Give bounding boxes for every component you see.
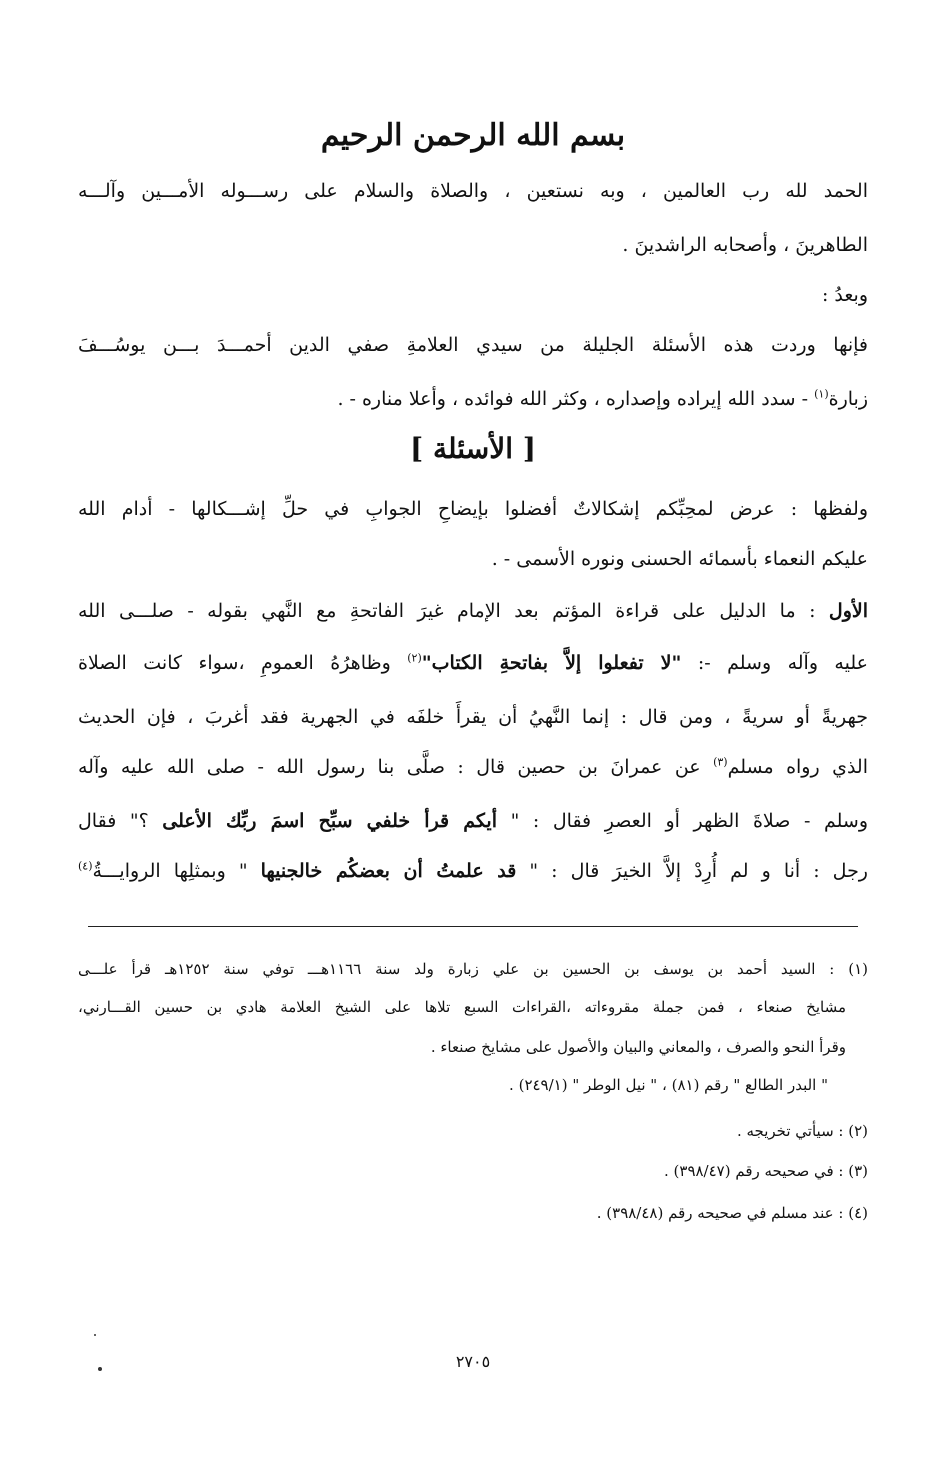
first-question-line-2 [78, 648, 868, 678]
footnote-1-line-2: مشايخ صنعاء ، فمن جملة مقروءاته ،القراءات السبع تلاها على الشيخ العلامة هادي بن حسين القـــارني، [78, 998, 846, 1016]
first-question-line-4-start: الذي رواه مسلم [727, 756, 868, 778]
intro-line-5 [78, 384, 868, 414]
first-question-line-5-end: ؟" فقال [78, 810, 163, 832]
hadith-quote-1: "لا تفعلوا إلاَّ بفاتحةِ الكتاب" [421, 652, 682, 674]
basmala-title: بسم الله الرحمن الرحيم [320, 118, 626, 153]
footnote-2: (٢) : سيأتي تخريجه . [736, 1122, 868, 1140]
footnote-ref-2: (٢) [407, 651, 422, 665]
intro-line-1: الحمد لله رب العالمين ، وبه نستعين ، والصلاة والسلام على رســـوله الأمـــين وآلـــه [78, 180, 868, 202]
footnote-ref-3: (٣) [713, 755, 728, 769]
document-page [78, 0, 868, 1477]
first-question-line-2-start: عليه وآله وسلم -: [681, 652, 868, 674]
first-question-line-4 [78, 752, 868, 782]
intro-line-2: الطاهرينَ ، وأصحابه الراشدينَ . [622, 234, 868, 256]
section-heading: [ الأسئلة ] [410, 432, 536, 465]
scan-speck [98, 1367, 102, 1371]
question-intro-line-2: عليكم النعماء بأسمائه الحسنى ونوره الأسمى - . [491, 548, 868, 570]
footnote-1-line-4: " البدر الطالع " رقم (٨١) ، " نيل الوطر " (٢٤٩/١) . [509, 1076, 828, 1094]
first-question-line-4-end: عن عمرانَ بن حصين قال : صلَّى بنا رسول الله - صلى الله عليه وآله [78, 756, 714, 778]
hadith-quote-3: قد علمتُ أن بعضكُم خالجنيها [260, 860, 517, 882]
intro-line-3: وبعدُ : [821, 284, 868, 306]
first-question-line-1 [78, 596, 868, 626]
footnote-3: (٣) : في صحيحه رقم (٣٩٨/٤٧) . [664, 1162, 868, 1180]
question-intro-line-1: ولفظها : عرض لمحِبِّكم إشكالاتٌ أفضلوا بإيضاحِ الجوابِ في حلِّ إشـــكالها - أدام الله [78, 498, 868, 520]
footnote-divider [88, 926, 858, 927]
scan-speck [94, 1334, 96, 1336]
footnote-1-line-3: وقرأ النحو والصرف ، والمعاني والبيان والأصول على مشايخ صنعاء . [430, 1038, 846, 1056]
first-question-line-5-start: وسلم - صلاةَ الظهر أو العصرِ فقال : " [497, 810, 868, 832]
first-question-line-3: جهريةً أو سريةً ، ومن قال : إنما النَّهيُ أن يقرأَ خلفَه في الجهرية فقد أغربَ ، فإن الحديث [78, 706, 868, 728]
first-question-line-1-text: : ما الدليل على قراءة المؤتم بعد الإمام غيرَ الفاتحةِ مع النَّهي بقوله - صلـــى الله [78, 600, 829, 622]
first-question-line-5 [78, 806, 868, 836]
first-question-label: الأول [828, 600, 868, 622]
first-question-line-6-start: رجل : أنا و لم أُرِدْ إلاَّ الخيرَ قال : " [516, 860, 868, 882]
footnote-4: (٤) : عند مسلم في صحيحه رقم (٣٩٨/٤٨) . [596, 1204, 868, 1222]
first-question-line-2-end: وظاهرُهُ العمومِ ،سواء كانت الصلاة [78, 652, 408, 674]
first-question-line-6 [78, 856, 868, 886]
intro-line-5-end: - سدد الله إيراده وإصداره ، وكثر الله فوائده ، وأعلا مناره - . [337, 388, 815, 410]
intro-line-5-start: زبارة [828, 388, 868, 410]
intro-line-4: فإنها وردت هذه الأسئلة الجليلة من سيدي العلامةِ صفي الدين أحمـــدَ بـــن يوسُـــفَ [78, 334, 868, 356]
footnote-ref-4: (٤) [78, 859, 93, 873]
first-question-line-6-end: " وبمثلِها الروايـــةُ [92, 860, 261, 882]
hadith-quote-2: أيكم قرأ خلفي سبِّح اسمَ ربِّك الأعلى [162, 810, 497, 832]
page-number: ٢٧٠٥ [455, 1352, 491, 1371]
footnote-1-line-1: (١) : السيد أحمد بن يوسف بن الحسين بن علي زبارة ولد سنة ١١٦٦هـــ توفي سنة ١٢٥٢هـ قرأ علـــى [78, 960, 868, 978]
footnote-ref-1: (١) [814, 387, 829, 401]
